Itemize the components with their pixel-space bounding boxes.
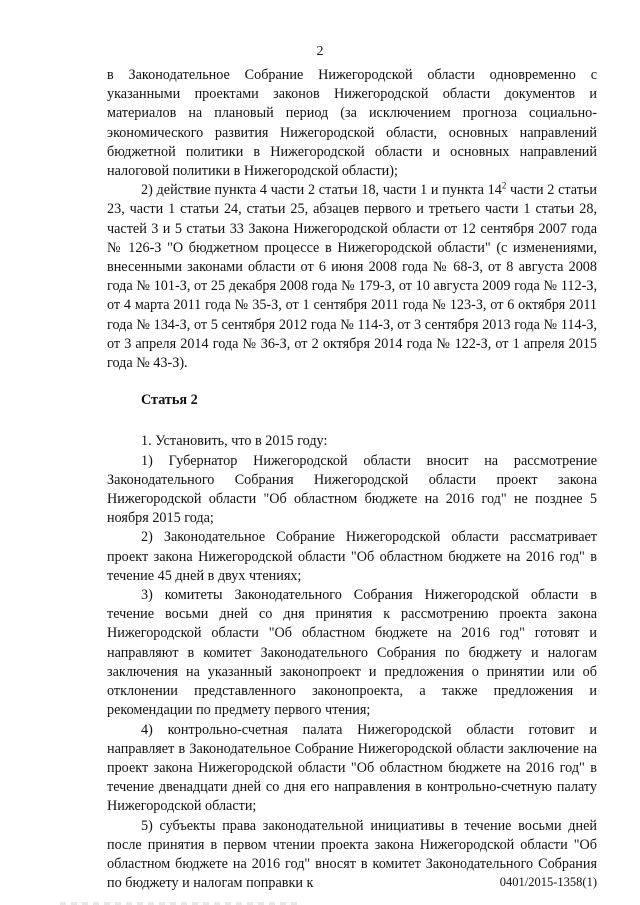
paragraph-item-2	[107, 181, 597, 373]
document-code: 0401/2015-1358(1)	[499, 875, 597, 889]
paragraph-item-2-text-b: части 2 статьи 23, части 1 статьи 24, статьи 25, абзацев первого и третьего части 1 статьи 28, частей 3 и 5 статьи 33 Закона Нижегородской области от 12 сентября 2007 года № 126-З "О бюджетном процессе в Нижегородской области" (с изменениями, внесенными законами области от 6 июня 2008 года № 68-З, от 8 августа 2008 года № 101-З, от 25 декабря 2008 года № 179-З, от 10 августа 2009 года № 112-З, от 4 марта 2011 года № 35-З, от 1 сентября 2011 года № 123-З, от 6 октября 2011 года № 134-З, от 5 сентября 2012 года № 114-З, от 3 сентября 2013 года № 114-З, от 3 апреля 2014 года № 36-З, от 2 октября 2014 года № 122-З, от 1 апреля 2015 года № 43-З).	[107, 182, 597, 372]
article-2-item-4: 4) контрольно-счетная палата Нижегородской области готовит и направляет в Законодательное Собрание Нижегородской области заключение на проект закона Нижегородской области "Об областном бюджете на 2016 год" в течение двенадцати дней со дня его направления в контрольно-счетную палату Нижегородской области;	[107, 721, 597, 815]
document-body	[107, 66, 597, 893]
page-number: 2	[316, 44, 324, 59]
article-2-clause-1: 1. Установить, что в 2015 году:	[141, 433, 328, 450]
superscript: 2	[501, 180, 507, 191]
paragraph-continuation: в Законодательное Собрание Нижегородской области одновременно с указанными проектами законов Нижегородской области документов и материалов на плановый период (за исключением прогноза социально-экономического развития Нижегородской области, основных направлений бюджетной политики в Нижегородской области и основных направлений налоговой политики в Нижегородской области);	[107, 67, 597, 180]
article-2-item-3: 3) комитеты Законодательного Собрания Нижегородской области в течение восьми дней со дня принятия к рассмотрению проекта закона Нижегородской области "Об областном бюджете на 2016 год" готовят и направляют в комитет Законодательного Собрания по бюджету и налогам заключения на указанный законопроект и предложения о принятии или об отклонении представленного законопроекта, а также предложения и рекомендации по предмету первого чтения;	[107, 587, 597, 719]
article-2-item-5: 5) субъекты права законодательной инициативы в течение восьми дней после принятия в первом чтении проекта закона Нижегородской области "Об областном бюджете на 2016 год" вносят в комитет Законодательного Собрания по бюджету и налогам поправки к	[107, 817, 597, 892]
article-title: Статья 2	[141, 392, 198, 409]
paragraph-item-2-text-a: 2) действие пункта 4 части 2 статьи 18, части 1 и пункта 14	[141, 182, 502, 199]
article-2-item-2: 2) Законодательное Собрание Нижегородской области рассматривает проект закона Нижегородской области "Об областном бюджете на 2016 год" в течение 45 дней в двух чтениях;	[107, 529, 597, 584]
article-2-item-1: 1) Губернатор Нижегородской области вносит на рассмотрение Законодательного Собрания Нижегородской области проект закона Нижегородской области "Об областном бюджете на 2016 год" не позднее 5 ноября 2015 года;	[107, 452, 597, 527]
